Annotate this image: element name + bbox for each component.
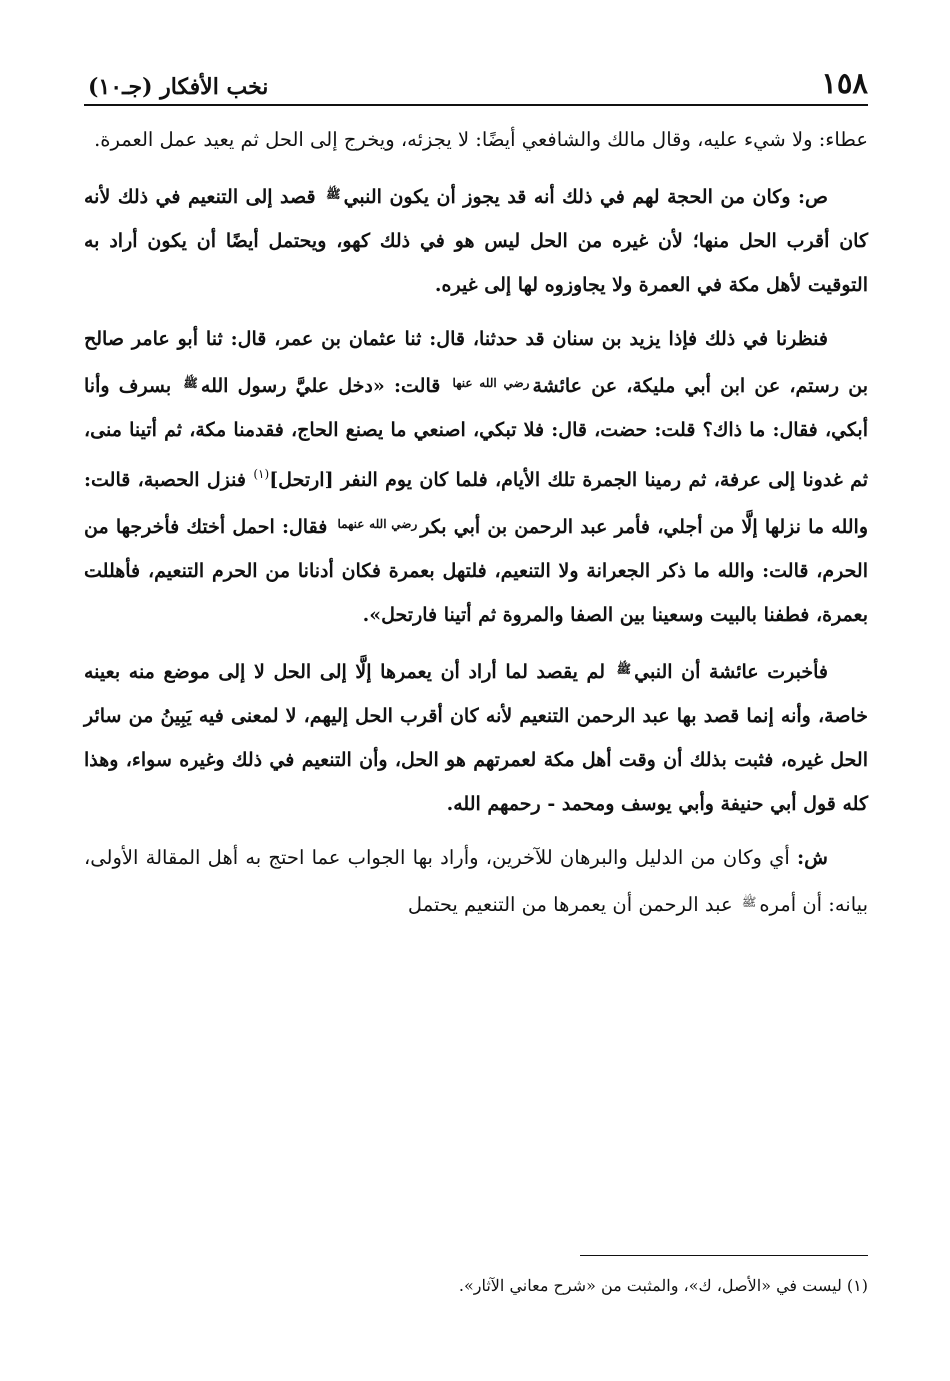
paragraph-5	[84, 836, 868, 927]
honorific-glyph: رضي الله عنها	[452, 376, 530, 390]
honorific-glyph: رضي الله عنهما	[337, 517, 418, 531]
paragraph-3-text-b: قالت: «دخل عليَّ رسول الله	[200, 375, 450, 397]
page-number: ١٥٨	[821, 66, 868, 100]
paragraph-2-text-b: قصد إلى التنعيم في ذلك لأنه كان أقرب الحل منها؛ لأن غيره من الحل ليس هو في ذلك كهو، ويحتمل أيضًا أن يكون أراد به التوقيت لأهل مكة في العمرة ولا يجاوزوه لها إلى غيره.	[84, 186, 868, 296]
paragraph-1-text: عطاء: ولا شيء عليه، وقال مالك والشافعي أيضًا: لا يجزئه، ويخرج إلى الحل ثم يعيد عمل العمرة.	[94, 128, 868, 151]
paragraph-5-lead: ش:	[796, 846, 828, 869]
paragraph-4-text-a: فأخبرت عائشة أن النبي	[634, 661, 828, 683]
paragraph-2-lead: ص:	[798, 186, 828, 208]
footnote-text: (١) ليست في «الأصل، ك»، والمثبت من «شرح معاني الآثار».	[458, 1276, 868, 1295]
footnote	[84, 1272, 868, 1300]
paragraph-5-text-b: عبد الرحمن أن يعمرها من التنعيم يحتمل	[407, 893, 739, 916]
paragraph-3-text-c: بسرف وأنا أبكي، فقال: ما ذاك؟ قلت: حضت، قال: فلا تبكي، اصنعي ما يصنع الحاج، فقدمنا مكة، ثم أتينا منى، ثم غدونا إلى عرفة، ثم رمينا الجمرة تلك الأيام، فلما كان يوم النفر [ارتحل]	[84, 375, 869, 491]
honorific-glyph: ﷺ	[326, 187, 341, 201]
paragraph-3-text-d: فنزل الحصبة، قالت: والله ما نزلها إلَّا من أجلي، فأمر عبد الرحمن بن أبي بكر	[84, 469, 868, 538]
paragraph-3-text-a: فنظرنا في ذلك فإذا يزيد بن سنان قد حدثنا، قال: ثنا عثمان بن عمر، قال: ثنا أبو عامر صالح بن رستم، عن ابن أبي مليكة، عن عائشة	[84, 328, 868, 397]
paragraph-4	[84, 647, 868, 826]
book-title: نخب الأفكار (جـ١٠)	[88, 74, 269, 100]
header-rule	[84, 104, 868, 106]
footnote-reference: (١)	[253, 467, 270, 481]
footnote-rule	[580, 1255, 868, 1256]
paragraph-3-text-e: فقال: احمل أختك فأخرجها من الحرم، قالت: والله ما ذكر الجعرانة ولا التنعيم، فلتهل بعمرة فكان أدنانا من الحرم التنعيم، فأهللت بعمرة، فطفنا بالبيت وسعينا بين الصفا والمروة ثم أتينا فارتحل».	[84, 516, 868, 626]
paragraph-5-text-a: أي وكان من الدليل والبرهان للآخرين، وأراد بها الجواب عما احتج به أهل المقالة الأولى، بيانه: أن أمره	[84, 846, 868, 916]
paragraph-4-text-b: لم يقصد لما أراد أن يعمرها إلَّا إلى الحل لا إلى موضع منه بعينه خاصة، وأنه إنما قصد بها عبد الرحمن التنعيم لأنه كان أقرب الحل إليهم، لا لمعنى فيه يَبِينُ من سائر الحل غيره، فثبت بذلك أن وقت أهل مكة لعمرتهم هو الحل، وأن التنعيم في ذلك وغيره سواء، وهذا كله قول أبي حنيفة وأبي يوسف ومحمد - رحمهم الله.	[84, 661, 868, 815]
honorific-glyph: ﷺ	[741, 895, 757, 909]
page-body	[84, 118, 868, 927]
running-header	[88, 52, 868, 100]
paragraph-1	[84, 118, 868, 162]
honorific-glyph: ﷺ	[616, 662, 632, 676]
honorific-glyph: ﷺ	[183, 376, 198, 390]
paragraph-2-text-a: وكان من الحجة لهم في ذلك أنه قد يجوز أن يكون النبي	[343, 186, 799, 208]
paragraph-2	[84, 172, 868, 307]
paragraph-3	[84, 317, 868, 637]
